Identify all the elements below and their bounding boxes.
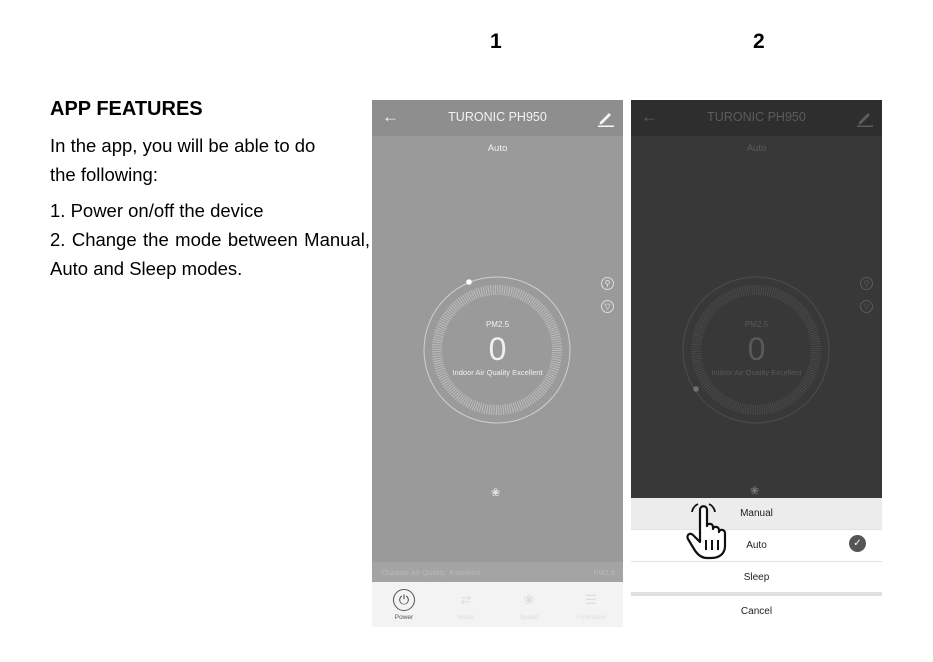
pm25-label: PM2.5	[744, 320, 769, 329]
nav-mode-label: Mode	[457, 614, 475, 621]
current-mode-label: Auto	[487, 143, 508, 154]
menu-icon: ☰	[585, 592, 597, 607]
feature-item-power: 1. Power on/off the device	[50, 200, 264, 221]
back-arrow-icon[interactable]: ←	[382, 107, 399, 126]
nav-functions-label: Functions	[576, 614, 606, 621]
filter-icon[interactable]: ▽	[601, 300, 614, 313]
bottom-nav	[372, 582, 623, 627]
edit-pencil-icon[interactable]	[598, 109, 614, 127]
app-header	[372, 100, 623, 136]
pm25-value: 0	[747, 331, 766, 367]
speed-fan-icon: ❀	[523, 592, 535, 607]
current-mode-label: Auto	[746, 143, 767, 154]
step-number-2: 2	[753, 30, 765, 53]
power-icon: ⏻	[393, 589, 415, 611]
app-features-section	[50, 96, 370, 283]
fan-icon: ❀	[491, 487, 501, 499]
nav-functions-button[interactable]	[560, 582, 622, 627]
nav-power-label: Power	[394, 614, 414, 621]
feature-item-mode: 2. Change the mode between Manual, Auto and Sleep modes.	[50, 229, 370, 279]
outdoor-pm25-label: PM2.5	[593, 568, 615, 577]
features-intro-line-2: the following:	[50, 164, 158, 185]
outdoor-air-quality-label: Outdoor Air Quality: Excellent	[382, 568, 480, 577]
timer-icon[interactable]: ⚲	[601, 277, 614, 290]
fan-icon: ❀	[750, 485, 760, 497]
checkmark-icon: ✓	[849, 535, 866, 552]
cancel-button[interactable]: Cancel	[740, 606, 773, 617]
pm25-value: 0	[488, 331, 507, 367]
device-title: TURONIC PH950	[707, 110, 806, 124]
mode-icon: ⇄	[460, 592, 472, 607]
nav-speed-button[interactable]	[498, 582, 560, 627]
pm25-label: PM2.5	[485, 320, 510, 329]
mode-selection-sheet	[631, 498, 882, 627]
pointing-hand-icon	[684, 502, 732, 560]
timer-icon[interactable]: ⚲	[860, 277, 873, 290]
app-screen-mode-select	[631, 100, 882, 627]
features-heading: APP FEATURES	[50, 98, 203, 120]
back-arrow-icon[interactable]: ←	[641, 107, 658, 126]
indoor-air-quality-label: Indoor Air Quality Excellent	[711, 368, 802, 377]
app-header	[631, 100, 882, 136]
edit-pencil-icon[interactable]	[857, 109, 873, 127]
mode-option-auto[interactable]: Auto	[631, 529, 882, 561]
features-intro-line-1: In the app, you will be able to do	[50, 135, 316, 156]
outdoor-air-quality-row	[372, 562, 623, 582]
app-screen-main	[372, 100, 623, 627]
step-number-1: 1	[490, 30, 502, 53]
nav-mode-button[interactable]	[435, 582, 497, 627]
nav-speed-label: Speed	[519, 614, 539, 621]
nav-power-button[interactable]	[373, 582, 435, 627]
filter-icon[interactable]: ▽	[860, 300, 873, 313]
mode-option-sleep[interactable]: Sleep	[631, 561, 882, 593]
mode-option-manual[interactable]: Manual	[631, 498, 882, 529]
indoor-air-quality-label: Indoor Air Quality Excellent	[452, 368, 543, 377]
device-title: TURONIC PH950	[448, 110, 547, 124]
